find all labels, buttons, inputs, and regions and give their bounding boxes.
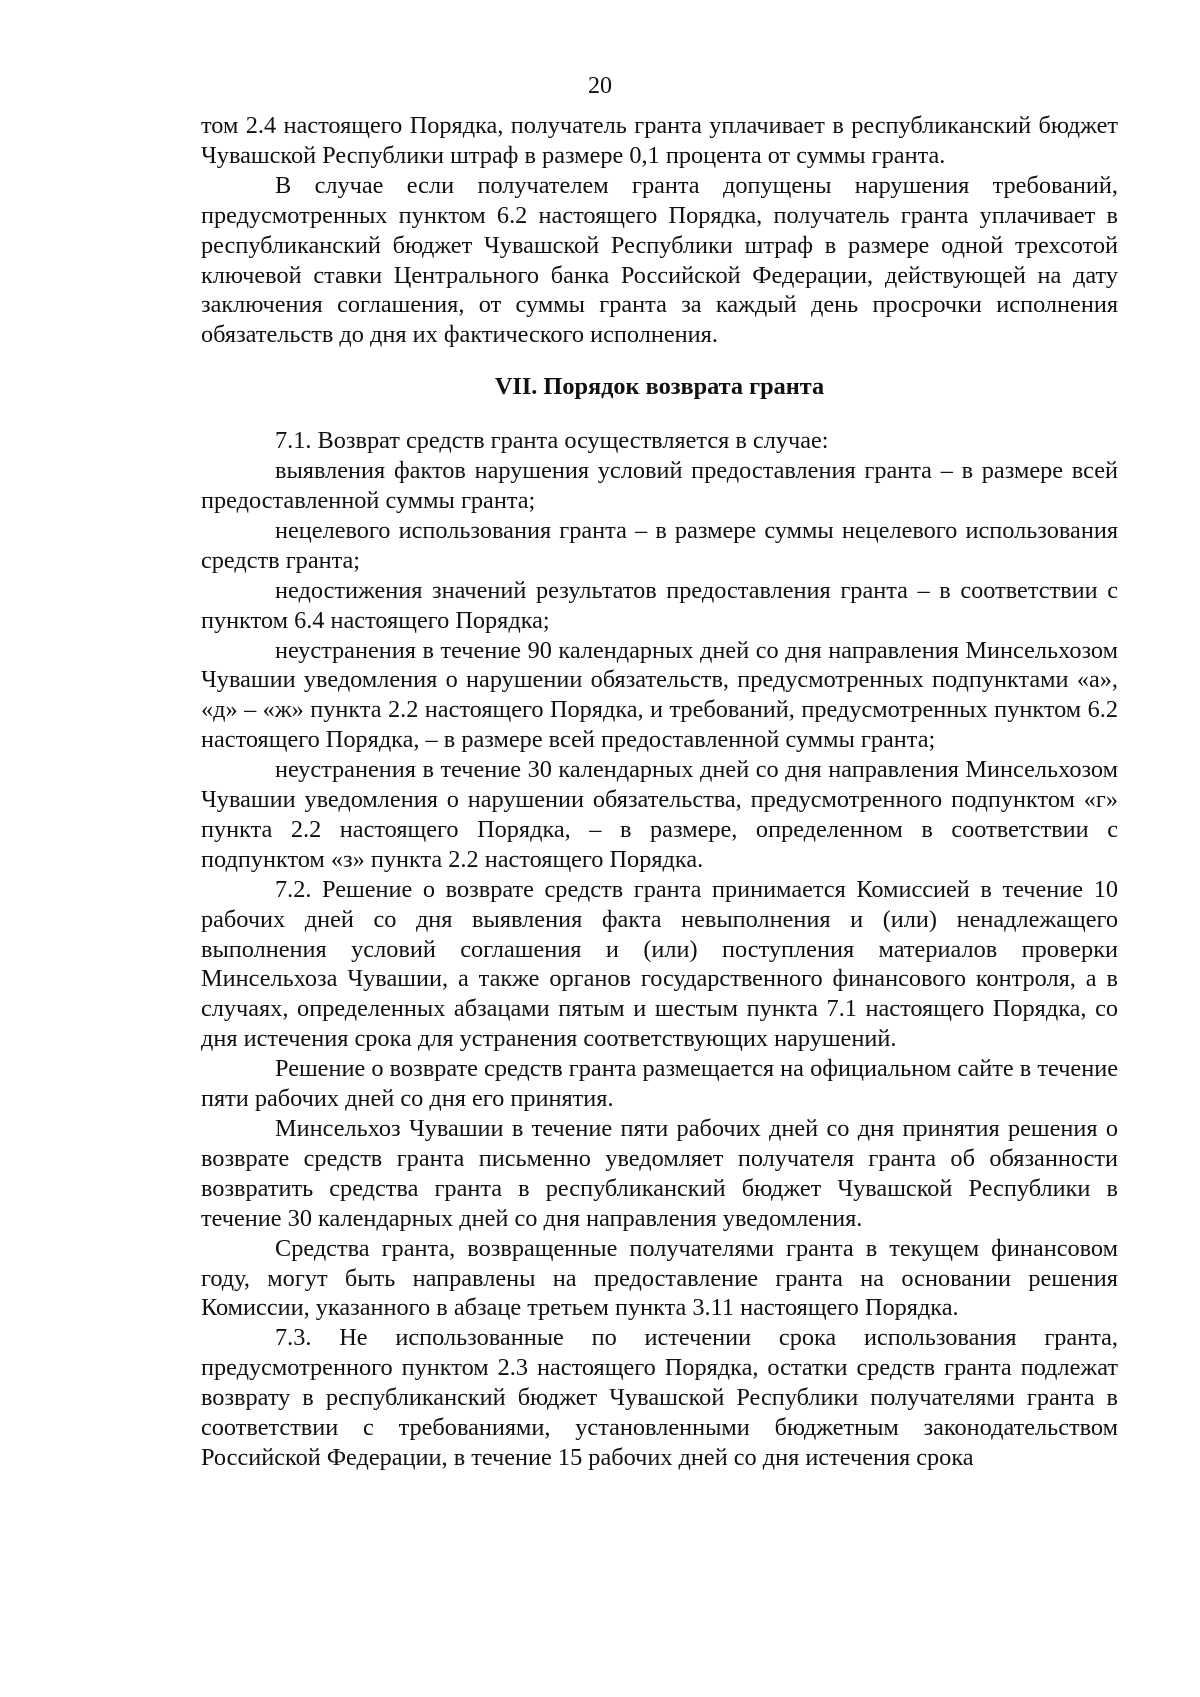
document-body	[201, 111, 1118, 1473]
paragraph-9: 7.2. Решение о возврате средств гранта принимается Комиссией в течение 10 рабочих дней со дня выявления факта невыполнения и (или) ненадлежащего выполнения условий соглашения и (или) поступления материалов проверки Минсельхоза Чувашии, а также органов государственного финансового контроля, а в случаях, определенных абзацами пятым и шестым пункта 7.1 настоящего Порядка, со дня истечения срока для устранения соответствующих нарушений.	[201, 875, 1118, 1053]
paragraph-12: Средства гранта, возвращенные получателями гранта в текущем финансовом году, могут быть направлены на предоставление гранта на основании решения Комиссии, указанного в абзаце третьем пункта 3.11 настоящего Порядка.	[201, 1234, 1118, 1322]
paragraph-8: неустранения в течение 30 календарных дней со дня направления Минсельхозом Чувашии уведомления о нарушении обязательства, предусмотренного подпунктом «г» пункта 2.2 настоящего Порядка, – в размере, определенном в соответствии с подпунктом «з» пункта 2.2 настоящего Порядка.	[201, 756, 1118, 873]
paragraph-5: нецелевого использования гранта – в размере суммы нецелевого использования средств гранта;	[201, 516, 1118, 574]
paragraph-1: том 2.4 настоящего Порядка, получатель гранта уплачивает в республиканский бюджет Чувашской Республики штраф в размере 0,1 процента от суммы гранта.	[201, 112, 1118, 169]
paragraph-11: Минсельхоз Чувашии в течение пяти рабочих дней со дня принятия решения о возврате средств гранта письменно уведомляет получателя гранта об обязанности возвратить средства гранта в республиканский бюджет Чувашской Республики в течение 30 календарных дней со дня направления уведомления.	[201, 1115, 1118, 1232]
paragraph-2: В случае если получателем гранта допущены нарушения требований, предусмотренных пунктом 6.2 настоящего Порядка, получатель гранта уплачивает в республиканский бюджет Чувашской Республики штраф в размере одной трехсотой ключевой ставки Центрального банка Российской Федерации, действующей на дату заключения соглашения, от суммы гранта за каждый день просрочки исполнения обязательств до дня их фактического исполнения.	[201, 171, 1118, 349]
paragraph-10: Решение о возврате средств гранта размещается на официальном сайте в течение пяти рабочих дней со дня его принятия.	[201, 1055, 1118, 1113]
paragraph-13: 7.3. Не использованные по истечении срока использования гранта, предусмотренного пунктом 2.3 настоящего Порядка, остатки средств гранта подлежат возврату в республиканский бюджет Чувашской Республики получателями гранта в соответствии с требованиями, установленными бюджетным законодательством Российской Федерации, в течение 15 рабочих дней со дня истечения срока	[201, 1324, 1118, 1471]
paragraph-6: недостижения значений результатов предоставления гранта – в соответствии с пунктом 6.4 настоящего Порядка;	[201, 576, 1118, 634]
paragraph-4: выявления фактов нарушения условий предоставления гранта – в размере всей предоставленной суммы гранта;	[201, 457, 1118, 514]
paragraph-3: 7.1. Возврат средств гранта осуществляется в случае:	[275, 427, 829, 455]
paragraph-7: неустранения в течение 90 календарных дней со дня направления Минсельхозом Чувашии уведомления о нарушении обязательств, предусмотренных подпунктами «а», «д» – «ж» пункта 2.2 настоящего Порядка, и требований, предусмотренных пунктом 6.2 настоящего Порядка, – в размере всей предоставленной суммы гранта;	[201, 636, 1118, 754]
page-number: 20	[588, 73, 612, 99]
section-heading: VII. Порядок возврата гранта	[494, 373, 825, 401]
